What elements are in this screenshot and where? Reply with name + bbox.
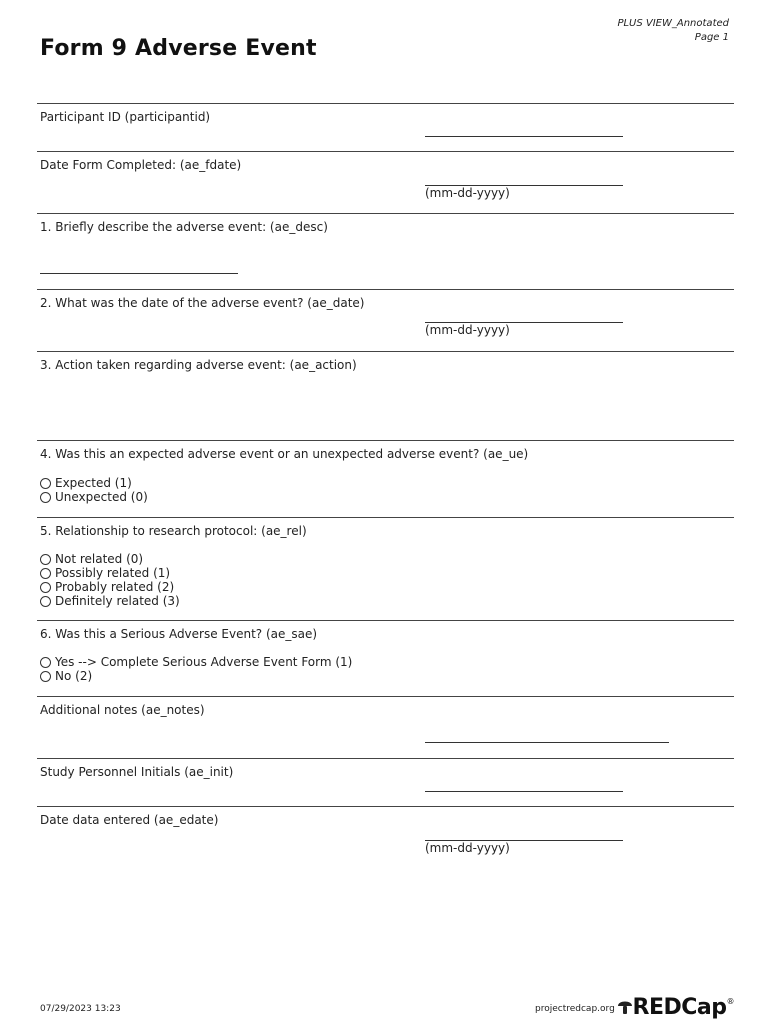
radio-circle-icon[interactable] (40, 671, 51, 682)
init-label: Study Personnel Initials (ae_init) (40, 765, 234, 779)
section-divider (37, 289, 734, 290)
page-header-right (617, 17, 729, 45)
section-divider (37, 758, 734, 759)
ue-label: 4. Was this an expected adverse event or an unexpected adverse event? (ae_ue) (40, 447, 529, 461)
logo-text: REDCap (632, 995, 727, 1020)
participant-id-field[interactable] (425, 136, 623, 137)
registered-mark: ® (726, 997, 734, 1006)
section-divider (37, 620, 734, 621)
section-divider (37, 151, 734, 152)
radio-circle-icon[interactable] (40, 596, 51, 607)
section-divider (37, 103, 734, 104)
init-field[interactable] (425, 791, 623, 792)
fdate-format-hint: (mm-dd-yyyy) (425, 186, 510, 200)
radio-option-label: Yes --> Complete Serious Adverse Event Form (1) (55, 655, 353, 669)
footer-site-link[interactable]: projectredcap.org (535, 1004, 615, 1014)
page-number: Page 1 (694, 32, 729, 43)
radio-option[interactable] (40, 594, 180, 608)
radio-option-label: No (2) (55, 669, 93, 683)
section-divider (37, 351, 734, 352)
section-divider (37, 806, 734, 807)
radio-option-label: Probably related (2) (55, 580, 175, 594)
radio-circle-icon[interactable] (40, 568, 51, 579)
radio-option[interactable] (40, 476, 132, 490)
redcap-mushroom-icon (617, 997, 633, 1015)
radio-option[interactable] (40, 580, 174, 594)
footer-timestamp: 07/29/2023 13:23 (40, 1004, 121, 1014)
fdate-label: Date Form Completed: (ae_fdate) (40, 158, 242, 172)
desc-label: 1. Briefly describe the adverse event: (ae_desc) (40, 220, 328, 234)
radio-option-label: Expected (1) (55, 476, 132, 490)
radio-circle-icon[interactable] (40, 492, 51, 503)
section-divider (37, 696, 734, 697)
section-divider (37, 517, 734, 518)
desc-field[interactable] (40, 273, 238, 274)
radio-option-label: Unexpected (0) (55, 490, 148, 504)
radio-circle-icon[interactable] (40, 478, 51, 489)
section-divider (37, 213, 734, 214)
date-format-hint: (mm-dd-yyyy) (425, 323, 510, 337)
radio-option[interactable] (40, 669, 92, 683)
radio-circle-icon[interactable] (40, 582, 51, 593)
date-label: 2. What was the date of the adverse event? (ae_date) (40, 296, 365, 310)
notes-label: Additional notes (ae_notes) (40, 703, 205, 717)
radio-option[interactable] (40, 490, 148, 504)
radio-option[interactable] (40, 552, 143, 566)
edate-format-hint: (mm-dd-yyyy) (425, 841, 510, 855)
notes-field[interactable] (425, 742, 669, 743)
participant-id-label: Participant ID (participantid) (40, 110, 211, 124)
radio-option-label: Definitely related (3) (55, 594, 180, 608)
radio-option-label: Not related (0) (55, 552, 144, 566)
radio-option[interactable] (40, 655, 352, 669)
radio-circle-icon[interactable] (40, 554, 51, 565)
section-divider (37, 440, 734, 441)
redcap-logo (617, 995, 734, 1020)
radio-option[interactable] (40, 566, 170, 580)
sae-label: 6. Was this a Serious Adverse Event? (ae_sae) (40, 627, 318, 641)
action-label: 3. Action taken regarding adverse event: (ae_action) (40, 358, 357, 372)
radio-option-label: Possibly related (1) (55, 566, 171, 580)
rel-label: 5. Relationship to research protocol: (ae_rel) (40, 524, 307, 538)
view-label: PLUS VIEW_Annotated (617, 18, 729, 29)
edate-label: Date data entered (ae_edate) (40, 813, 219, 827)
form-title: Form 9 Adverse Event (40, 36, 317, 61)
radio-circle-icon[interactable] (40, 657, 51, 668)
